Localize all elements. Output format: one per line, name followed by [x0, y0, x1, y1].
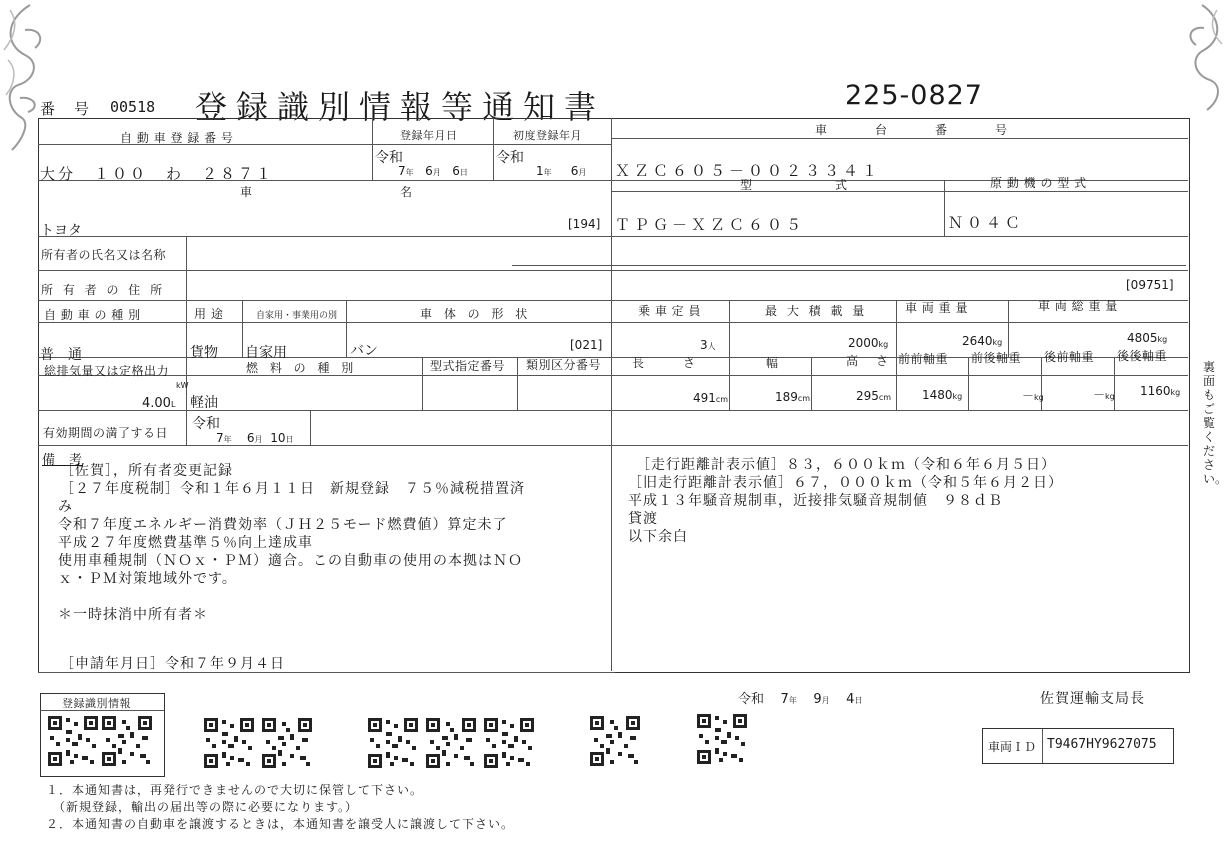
label-first-registration: 初度登録年月 — [513, 129, 582, 142]
registration-era: 令和 — [375, 150, 403, 166]
remark-line: 平成１３年騒音規制車，近接排気騒音規制値 ９８ｄＢ — [628, 493, 1003, 509]
car-name-code: [194] — [568, 217, 601, 231]
footer-note: １．本通知書は，再発行できませんので大切に保管して下さい。 — [46, 783, 424, 797]
label-usage: 用 途 — [194, 307, 224, 321]
label-model-1: 型 — [740, 178, 753, 192]
label-ff-axle: 前前軸重 — [898, 352, 949, 366]
remark-line: 使用車種規制（ＮＯｘ・ＰＭ）適合。この自動車の使用の本拠はＮＯ — [58, 553, 523, 569]
expiry-era: 令和 — [192, 416, 220, 432]
label-vehicle-weight: 車 両 重 量 — [905, 301, 968, 315]
width-value: 189cm — [775, 390, 811, 404]
ff-axle-value: 1480kg — [922, 388, 963, 402]
vehicle-model: ＴＰＧ－ＸＺＣ６０５ — [615, 216, 806, 234]
remark-line: ［旧走行距離計表示値］６７，０００ｋｍ（令和５年６月２日） — [628, 475, 1063, 491]
expiry-date: 7年 6月 10日 — [216, 431, 294, 445]
chassis-number: ＸＺＣ６０５－００２３３４１ — [615, 162, 882, 180]
qr-code — [102, 716, 152, 766]
qr-code — [697, 714, 747, 764]
label-capacity: 乗 車 定 員 — [638, 304, 701, 318]
remark-line: ＊一時抹消中所有者＊ — [58, 607, 208, 623]
qr-code — [48, 716, 98, 766]
label-registration-date: 登録年月日 — [400, 129, 458, 142]
displacement-value: 4.00L — [142, 396, 176, 411]
label-owner-address: 所 有 者 の 住 所 — [41, 283, 166, 297]
label-length: 長 さ — [632, 356, 701, 370]
fuel-value: 軽油 — [190, 395, 218, 411]
remark-line: ［佐賀］，所有者変更記録 — [60, 463, 233, 479]
label-private-business: 自家用・事業用の別 — [256, 311, 338, 321]
label-owner-name: 所有者の氏名又は名称 — [41, 248, 167, 262]
registration-number: 大分 １００ わ ２８７１ — [40, 165, 275, 183]
max-load-value: 2000kg — [848, 336, 889, 350]
first-registration-era: 令和 — [496, 150, 524, 166]
remark-line: 平成２７年度燃費基準５％向上達成車 — [58, 535, 313, 551]
qr-code — [484, 718, 534, 768]
vehicle-id-label: 車両ＩＤ — [988, 740, 1037, 754]
first-registration-value: 1年 6月 — [536, 164, 587, 178]
label-registration-number: 自 動 車 登 録 番 号 — [120, 131, 234, 145]
label-car-name-2: 名 — [400, 185, 413, 199]
label-remarks: 備 考 — [42, 453, 83, 468]
label-gross-weight: 車 両 総 重 量 — [1038, 299, 1118, 313]
remark-line: ｘ・ＰＭ対策地域外です。 — [58, 571, 237, 587]
remark-line: ［走行距離計表示値］８３，６００ｋｍ（令和６年６月５日） — [636, 457, 1056, 473]
label-width: 幅 — [766, 356, 779, 370]
rr-axle-value: 1160kg — [1140, 384, 1181, 398]
label-body-shape: 車 体 の 形 状 — [420, 307, 532, 321]
label-engine-model: 原 動 機 の 型 式 — [990, 176, 1087, 190]
footer-note: ２．本通知書の自動車を譲渡するときは，本通知書を譲受人に譲渡して下さい。 — [46, 817, 515, 831]
remark-line: ［２７年度税制］令和１年６月１１日 新規登録 ７５％減税措置済 — [60, 481, 525, 497]
label-max-load: 最 大 積 載 量 — [765, 304, 868, 318]
remark-line: 以下余白 — [628, 529, 688, 545]
vehicle-weight-value: 2640kg — [962, 334, 1003, 348]
label-rr-axle: 後後軸重 — [1117, 349, 1168, 363]
corner-ornament-right — [1172, 0, 1227, 120]
label-fuel: 燃 料 の 種 別 — [246, 361, 358, 375]
engine-model: Ｎ０４Ｃ — [948, 214, 1025, 232]
qr-code — [590, 716, 640, 766]
qr-code — [262, 718, 312, 768]
document-number-label: 番 号 — [40, 100, 92, 118]
gross-weight-value: 4805kg — [1127, 331, 1168, 345]
body-code: [021] — [570, 338, 603, 352]
registration-info-label: 登録識別情報 — [62, 697, 131, 710]
rf-axle-value: －kg — [1093, 388, 1115, 402]
stamp-number: 225-0827 — [845, 80, 983, 111]
issue-date: 令和 7年 9月 4日 — [738, 692, 863, 707]
qr-code — [426, 718, 476, 768]
issuer: 佐賀運輸支局長 — [1040, 691, 1145, 707]
fr-axle-value: －kg — [1022, 389, 1044, 403]
label-height: 高 さ — [846, 354, 892, 368]
application-date: ［申請年月日］令和７年９月４日 — [60, 656, 285, 672]
height-value: 295cm — [856, 389, 892, 403]
label-vehicle-kind: 自 動 車 の 種 別 — [44, 308, 141, 322]
address-code: [09751] — [1126, 278, 1174, 292]
length-value: 491cm — [693, 391, 729, 405]
registration-date-value: 7年 6月 6日 — [398, 164, 468, 178]
label-car-name-1: 車 — [240, 185, 253, 199]
vehicle-id: T9467HY9627075 — [1047, 737, 1157, 752]
label-fr-axle: 前後軸重 — [971, 351, 1022, 365]
capacity-value: 3人 — [700, 338, 716, 352]
remarks-left — [44, 462, 525, 624]
label-rf-axle: 後前軸重 — [1044, 350, 1095, 364]
label-chassis-number: 車 台 番 号 — [815, 123, 1016, 137]
document-title: 登録識別情報等通知書 — [195, 88, 606, 126]
label-model-2: 式 — [835, 178, 848, 192]
private-business: 自家用 — [245, 345, 287, 361]
label-displacement: 総排気量又は定格出力 — [44, 364, 170, 378]
remark-line: 令和７年度エネルギー消費効率（ＪＨ２５モード燃費値）算定未了 — [58, 517, 508, 533]
label-expiry: 有効期間の満了する日 — [43, 426, 169, 440]
qr-code — [368, 718, 418, 768]
document-number: 00518 — [110, 98, 156, 116]
body-shape: バン — [350, 343, 378, 359]
label-category-number: 類別区分番号 — [526, 358, 602, 372]
side-note: 裏面もご覧ください。 — [1203, 360, 1227, 486]
qr-code — [204, 718, 254, 768]
remark-line: 貸渡 — [628, 511, 658, 527]
remark-line — [44, 588, 525, 606]
label-type-designation: 型式指定番号 — [430, 359, 506, 373]
footer-note: （新規登録，輸出の届出等の際に必要になります。） — [46, 800, 359, 814]
remark-line: み — [58, 499, 73, 515]
vehicle-kind: 普 通 — [40, 347, 82, 363]
usage: 貨物 — [190, 345, 218, 361]
remarks-right — [628, 456, 1063, 546]
car-name: トヨタ — [40, 223, 82, 239]
kw-unit: kW — [176, 381, 189, 390]
